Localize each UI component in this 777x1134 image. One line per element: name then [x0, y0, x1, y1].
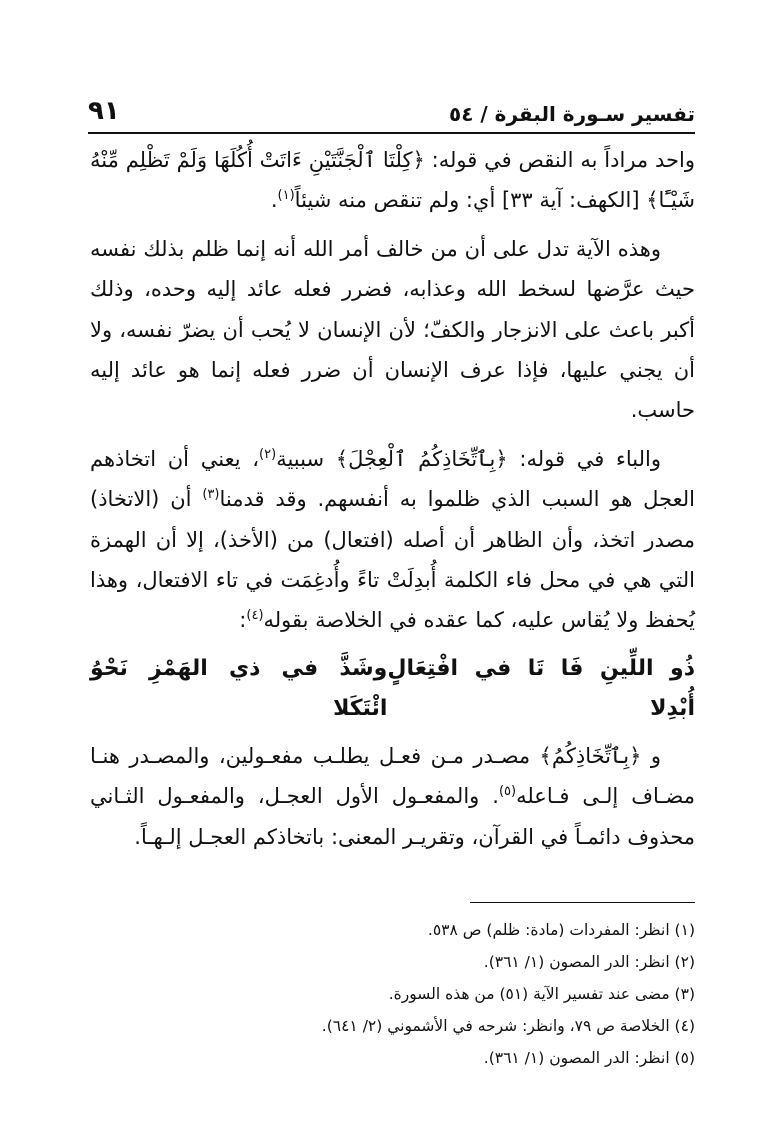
paragraph-1: [90, 140, 695, 221]
footnote-3: (٣) مضى عند تفسير الآية (٥١) من هذه السورة.: [388, 985, 695, 1003]
footnote-5: (٥) انظر: الدر المصون (١/ ٣٦١).: [483, 1049, 695, 1067]
main-text: [90, 140, 695, 865]
footnotes: [90, 914, 695, 1074]
footnote-1: (١) انظر: المفردات (مادة: ظلم) ص ٥٣٨.: [427, 921, 695, 939]
paragraph-3-text-d: :: [239, 608, 247, 633]
paragraph-4-text-a: و ﴿بِٱتِّخَاذِكُمُ﴾ مصـدر مـن فعـل يطلـب مفعـولين، والمصـدر هنـا مضـاف إلـى فـاعله: [90, 743, 695, 809]
paragraph-4: [90, 736, 695, 857]
paragraph-2: وهذه الآية تدل على أن من خالف أمر الله أنه إنما ظلم بذلك نفسه حيث عرَّضها لسخط الله وعذابه، فضرر فعله عائد إليه وحده، وذلك أكبر باعث على الانزجار والكفّ؛ لأن الإنسان لا يُحب أن يضرّ نفسه، ولا أن يجني عليها، فإذا عرف الإنسان أن ضرر فعله إنما هو عائد إليه حاسب.: [90, 236, 695, 423]
footnote-4: (٤) الخلاصة ص ٧٩، وانظر: شرحه في الأشموني (٢/ ٦٤١).: [321, 1017, 695, 1035]
footnote-rule: [470, 902, 695, 903]
paragraph-3-text-a: والباء في قوله: ﴿بِٱتِّخَاذِكُمُ ٱلْعِجْلَ﴾ سببية: [276, 446, 661, 471]
footnote-ref-4: (٤): [246, 608, 264, 624]
footnote-ref-1: (١): [277, 188, 295, 204]
paragraph-1-text: واحد مراداً به النقص في قوله: ﴿كِلْتَا ٱلْجَنَّتَيْنِ ءَاتَتْ أُكُلَهَا وَلَمْ تَظْلِم مِّنْهُ شَيْـًٔا﴾ [الكهف: آية ٣٣] أي: ولم تنقص منه شيئاً: [90, 148, 695, 213]
paragraph-4-text-b: . والمفعـول الأول العجـل، والمفعـول الثـاني محذوف دائمـاً في القرآن، وتقريـر المعنى: باتخاذكم العجـل إلـهـاً.: [90, 784, 695, 849]
running-title: تفسير سـورة البقرة / ٥٤: [449, 102, 695, 126]
paragraph-3: [90, 439, 695, 641]
paragraph-3-text-b: ، يعني أن اتخاذهم العجل هو السبب الذي ظلموا به أنفسهم. وقد قدمنا: [90, 446, 695, 512]
page-header: [88, 86, 695, 126]
page-number: ٩١: [88, 96, 120, 126]
footnote-ref-5: (٥): [498, 784, 517, 800]
verse-left-hemistich: وشَذَّ في ذي الهَمْزِ نَحْوُ ائْتَكَلا: [90, 655, 388, 722]
poetry-verse: [90, 649, 695, 730]
footnote-ref-2: (٢): [259, 446, 277, 462]
paragraph-3-text-c: أن (الاتخاذ) مصدر اتخذ، وأن الظاهر أن أصله (افتعال) من (الأخذ)، إلا أن الهمزة التي هي في محل فاء الكلمة أُبدِلَتْ تاءً وأُدغِمَت في تاء الافتعال، وهذا يُحفظ ولا يُقاس عليه، كما عقده في الخلاصة بقوله: [90, 487, 695, 633]
paragraph-1-end: .: [270, 188, 278, 213]
header-rule: [88, 132, 695, 134]
footnote-ref-3: (٣): [202, 487, 220, 503]
verse-right-hemistich: ذُو اللِّينِ فَا تَا في افْتِعَالٍ أُبْدِلا: [387, 655, 695, 722]
footnote-2: (٢) انظر: الدر المصون (١/ ٣٦١).: [483, 953, 695, 971]
